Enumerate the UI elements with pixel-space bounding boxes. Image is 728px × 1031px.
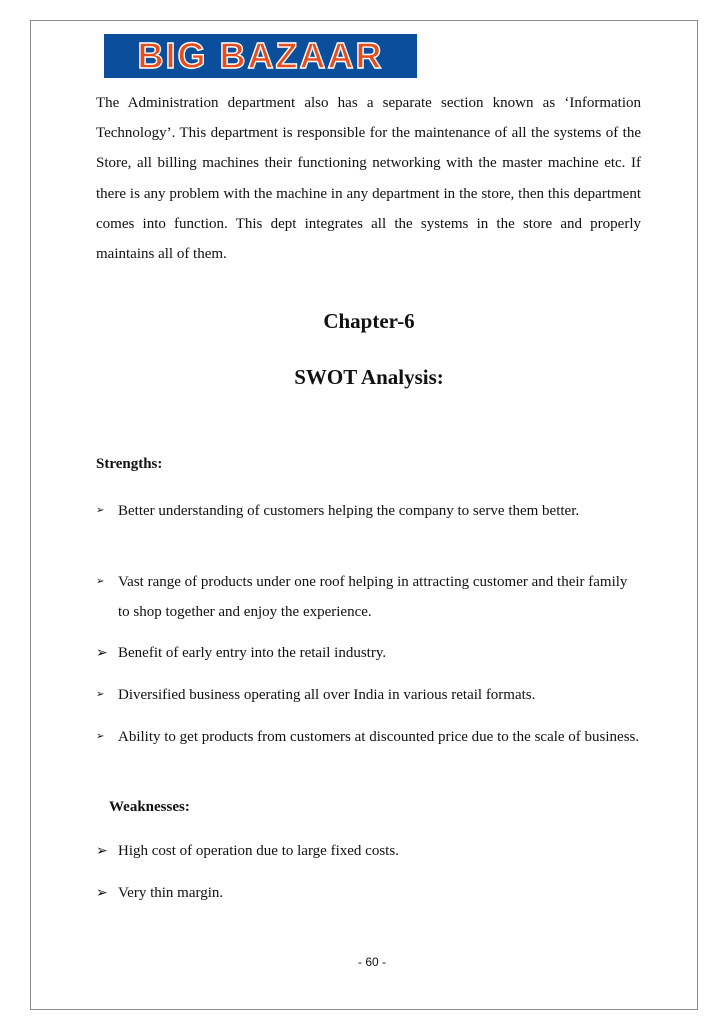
list-item — [96, 496, 641, 526]
arrow-bullet-icon: ➢ — [96, 731, 105, 742]
chapter-number: Chapter-6 — [323, 309, 415, 333]
list-item-text: Diversified business operating all over India in various retail formats. — [118, 687, 536, 703]
list-item — [96, 638, 641, 668]
page-number: - 60 - — [357, 955, 386, 969]
list-item-text: Vast range of products under one roof helping in attracting customer and their family to shop together and enjoy the experience. — [118, 574, 628, 621]
list-item — [96, 836, 641, 866]
list-item-text: Very thin margin. — [118, 885, 224, 901]
big-bazaar-logo — [104, 34, 417, 78]
arrow-bullet-icon: ➢ — [96, 645, 108, 661]
list-item — [96, 680, 641, 710]
list-item — [96, 567, 641, 627]
arrow-bullet-icon: ➢ — [96, 689, 105, 700]
list-item-text: Benefit of early entry into the retail industry. — [118, 645, 387, 661]
weaknesses-heading: Weaknesses: — [109, 799, 190, 815]
list-item-text: High cost of operation due to large fixed costs. — [118, 843, 399, 859]
arrow-bullet-icon: ➢ — [96, 576, 105, 587]
list-item — [96, 722, 641, 752]
logo-text: BIG BAZAAR — [137, 35, 384, 76]
list-item — [96, 878, 641, 908]
list-item-text: Better understanding of customers helping the company to serve them better. — [118, 503, 580, 519]
list-item-text: Ability to get products from customers at discounted price due to the scale of business. — [118, 729, 640, 745]
arrow-bullet-icon: ➢ — [96, 885, 108, 901]
chapter-title: SWOT Analysis: — [294, 365, 444, 389]
strengths-heading: Strengths: — [96, 456, 163, 472]
intro-paragraph: The Administration department also has a separate section known as ‘Information Technology’. This department is responsible for the maintenance of all the systems of the Store, all billing machines their functioning networking with the master machine etc. If there is any problem with the machine in any department in the store, then this department comes into function. This dept integrates all the systems in the store and properly maintains all of them. — [96, 95, 641, 263]
arrow-bullet-icon: ➢ — [96, 843, 108, 859]
arrow-bullet-icon: ➢ — [96, 505, 105, 516]
